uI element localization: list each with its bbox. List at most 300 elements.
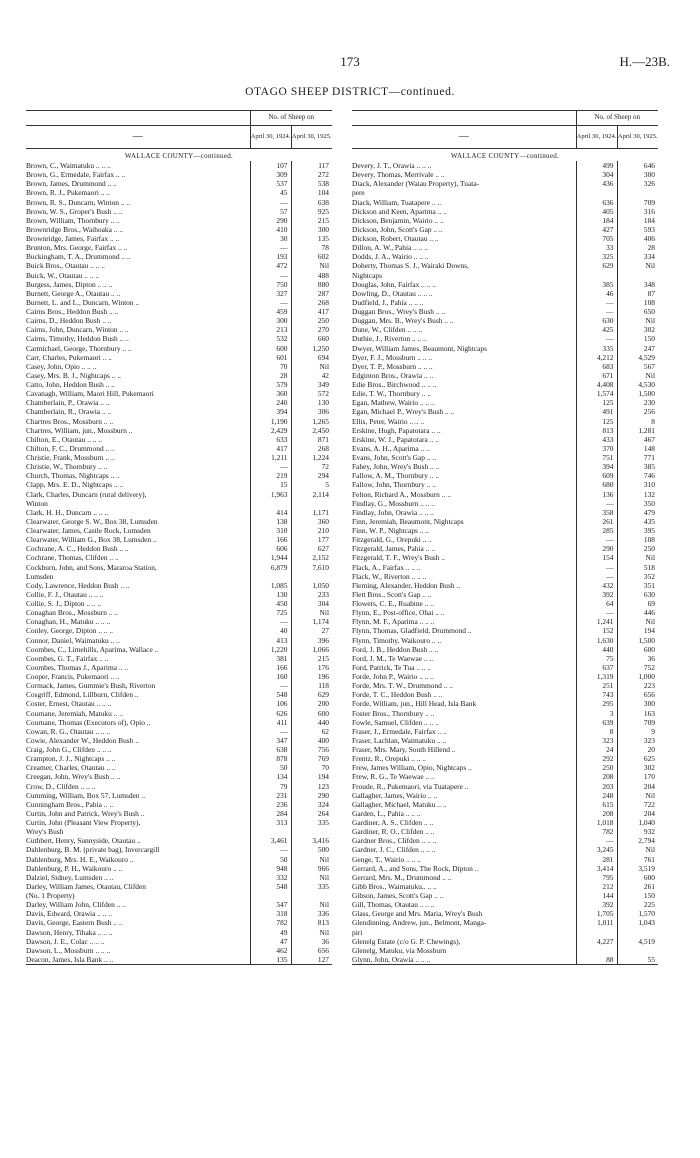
table-row [26,517,332,526]
table-row [26,161,332,170]
owner-name: Fleming, Alexander, Heddon Bush .. [352,580,461,590]
sheep-1924: 436 [576,179,617,188]
sheep-1925: 230 [617,398,658,407]
year-1924-header: April 30, 1924. [250,126,291,149]
owner-name: Cunningham Bros., Pahia .. .. [26,799,114,809]
sheep-1925: 2,152 [291,553,332,562]
sheep-1924: 106 [250,699,291,708]
table-row [26,727,332,736]
sheep-1925 [291,827,332,836]
sheep-1924: 636 [576,198,617,207]
sheep-1925: 406 [617,234,658,243]
table-row [352,918,658,927]
owner-name: Curtin, John (Pleasant View Property), [26,818,141,827]
owner-name: Cowie, Alexander W., Heddon Bush .. [26,735,139,745]
owner-name: Dwyer, William James, Beaumont, Nightcaps [352,343,487,353]
owner-name: Dahlenburg, B. M. (private bag), Invercargill [26,845,160,855]
owner-name: Dickson and Keen, Aparima .. .. [352,206,447,216]
owner-name: Dickson, John, Scott's Gap .. .. [352,224,443,234]
sheep-1925: 3,416 [291,836,332,845]
table-row [26,243,332,252]
sheep-1924: 248 [576,791,617,800]
owner-name: Duthie, J., Riverton .. .. .. [352,334,427,344]
sheep-1925: 627 [291,544,332,553]
table-row [352,690,658,699]
sheep-1925: 27 [291,626,332,635]
sheep-1925: 348 [617,280,658,289]
table-row [26,234,332,243]
table-row [352,873,658,882]
sheep-count-header: No. of Sheep on [576,111,658,126]
sheep-1925: 69 [617,599,658,608]
owner-name: Fitzgerald, T. F., Wrey's Bush .. [352,553,446,563]
sheep-1925: Nil [617,371,658,380]
owner-name: Fitzgerald, James, Pahia .. .. [352,544,435,554]
owner-name: Fraser, Lachlan, Waimatuku .. .. [352,735,447,745]
table-row [352,307,658,316]
owner-name: Conley, George, Dipton .. .. .. [26,626,114,636]
owner-name: Edie Bros., Birchwood .. .. .. [352,380,437,389]
sheep-1924: 427 [576,225,617,234]
sheep-1925: 1,040 [617,818,658,827]
owner-name: Findlay, G., Mossburn .. .. .. [352,498,435,508]
sheep-1924: — [250,617,291,626]
sheep-1925: 2,794 [617,836,658,845]
owner-name: Garden, L., Pahia .. .. .. [352,808,421,818]
sheep-1924: 212 [576,882,617,891]
sheep-1924: 332 [250,873,291,882]
sheep-1925: 300 [617,699,658,708]
sheep-1925: 572 [291,389,332,398]
table-row [352,663,658,672]
owner-name: Froude, R., Pukemaori, via Tuatapere .. [352,781,469,791]
table-row [26,188,332,197]
sheep-1925: 132 [617,490,658,499]
table-row [26,937,332,946]
sheep-1925: 396 [291,636,332,645]
sheep-table-left [26,110,332,965]
sheep-1924: 1,963 [250,490,291,499]
sheep-1925: 118 [291,681,332,690]
sheep-1925: 215 [291,654,332,663]
sheep-1925 [617,946,658,955]
owner-name: Darley, William John, Clifden .. .. [26,900,126,910]
sheep-1925: 150 [617,891,658,900]
sheep-1924: 1,220 [250,645,291,654]
table-row [26,645,332,654]
owner-name: Chamberlain, P., Orawia .. .. [26,398,110,408]
sheep-1924: 49 [250,928,291,937]
owner-name: Cumming, William, Box 57, Lumsden .. [26,790,146,800]
sheep-1925: 638 [291,198,332,207]
table-row [352,417,658,426]
table-row [26,499,332,508]
table-row [352,736,658,745]
sheep-1925: Nil [291,261,332,270]
sheep-1925: Nil [617,261,658,270]
owner-name: Cournane, Jeremiah, Matuku .. .. [26,708,123,718]
sheep-1925: 72 [291,462,332,471]
sheep-1924: 491 [576,407,617,416]
sheep-1925: 150 [617,334,658,343]
table-row [26,736,332,745]
owner-name: Davis, George, Eastern Bush .. .. [26,918,123,928]
owner-name: Genge, T., Wairio .. .. .. [352,854,421,864]
table-row [352,818,658,827]
table-row [352,389,658,398]
sheep-1925 [617,928,658,937]
sheep-1924: 24 [576,745,617,754]
sheep-1925: 302 [617,763,658,772]
sheep-1925: Nil [291,900,332,909]
owner-name: Gerrard, A., and Sons, The Rock, Dipton .. [352,863,479,873]
owner-name: Chartres, William, jun., Mossburn .. [26,425,133,435]
sheep-1925: Nil [617,791,658,800]
sheep-1925: 752 [617,663,658,672]
sheep-1925: 233 [291,590,332,599]
owner-name: Gardner Bros., Clifden .. .. .. [352,836,437,846]
sheep-1925: 36 [617,654,658,663]
sheep-1925: 335 [291,882,332,891]
table-row [26,371,332,380]
sheep-1925: 215 [291,216,332,225]
sheep-1924: 4,408 [576,380,617,389]
table-row [26,836,332,845]
sheep-1925: 135 [291,234,332,243]
table-row [352,864,658,873]
table-row [26,435,332,444]
sheep-1924: 46 [576,289,617,298]
sheep-1924: — [250,198,291,207]
owner-name: (No. 1 Property) [26,891,75,900]
sheep-1924: 290 [576,544,617,553]
table-row [352,444,658,453]
owner-name: Brown, G., Ermedale, Fairfax .. .. [26,170,126,180]
table-row [352,316,658,325]
table-row [26,709,332,718]
sheep-1924: 638 [250,745,291,754]
owner-name: Fraser, Mrs. Mary, South Hillend .. [352,745,456,754]
table-row [352,353,658,362]
table-row [352,535,658,544]
sheep-1924: 405 [576,207,617,216]
sheep-1925: 194 [291,772,332,781]
sheep-1924: 743 [576,690,617,699]
table-body-right [352,149,658,965]
owner-name: Chamberlain, R., Orawia .. .. [26,407,112,417]
owner-name: Clark, Charles, Duncarn (rural delivery), [26,489,147,499]
owner-name: piri [352,927,363,937]
owner-name: Conaghan, H., Matuku .. .. .. [26,617,111,627]
owner-name: Cuthbert, Henry, Sunnyside, Otautau .. [26,836,141,846]
sheep-1924: 3,414 [576,864,617,873]
sheep-1925: 4,530 [617,380,658,389]
sheep-1924: 47 [250,937,291,946]
table-row [352,225,658,234]
table-row [26,946,332,955]
owner-name: Frew, R. G., Te Waewae .. .. [352,772,435,782]
sheep-1924: 683 [576,362,617,371]
name-header-top [26,111,250,126]
sheep-1925: 55 [617,955,658,965]
table-row [26,417,332,426]
table-row [352,526,658,535]
sheep-1924: 3,245 [576,845,617,854]
sheep-1924: 236 [250,800,291,809]
sheep-1924: 600 [250,344,291,353]
owner-name: Fallow, John, Thornbury .. .. [352,480,436,490]
owner-name: Felton, Richard A., Mossburn .. .. [352,489,451,499]
sheep-1925: 600 [617,873,658,882]
table-row [352,645,658,654]
owner-name: Deacon, James, Isla Bank .. .. [26,955,250,965]
table-row [352,517,658,526]
sheep-1924: 626 [250,709,291,718]
sheep-1924: 284 [250,809,291,818]
sheep-1925: 400 [291,736,332,745]
owner-name: Casey, John, Opio .. .. .. [26,361,97,371]
sheep-1925: 28 [617,243,658,252]
owner-name: Dune, W., Clifden .. .. .. [352,325,423,335]
owner-name: Flynn, Thomas, Gladfield, Drummond .. [352,626,472,636]
sheep-1924: — [576,563,617,572]
table-row [26,763,332,772]
sheep-1924: — [250,681,291,690]
table-row [26,526,332,535]
owner-name: Cairns, Timothy, Heddon Bush .. .. [26,334,129,344]
table-row [26,316,332,325]
sheep-1925: 108 [617,535,658,544]
sheep-1925: 4,519 [617,937,658,946]
table-row [26,453,332,462]
table-row [352,508,658,517]
sheep-1925: 225 [617,900,658,909]
sheep-1924: 782 [576,827,617,836]
table-row [26,490,332,499]
owner-name: Cosgriff, Edmond, Lillburn, Clifden .. [26,690,139,700]
table-row [26,718,332,727]
owner-name: Coster, Ernest, Otautau .. .. .. [26,699,112,709]
sheep-1925: 78 [291,243,332,252]
owner-name: Gardiner, R. O., Clifden .. .. [352,827,435,837]
sheep-1925: 335 [291,818,332,827]
sheep-1925: 170 [617,772,658,781]
sheep-1924: 136 [576,490,617,499]
table-row [26,198,332,207]
owner-name: Cochrane, A. C., Heddon Bush .. .. [26,544,129,554]
owner-name: Church, Thomas, Nightcaps .. .. [26,471,120,481]
owner-name: Glynn, John, Orawia .. .. .. [352,955,576,965]
table-row [26,225,332,234]
sheep-1925: 1,174 [291,617,332,626]
table-row [352,654,658,663]
sheep-1925: 177 [291,535,332,544]
sheep-1925: 148 [617,444,658,453]
sheep-1924: 219 [250,471,291,480]
owner-name: Fahey, John, Wrey's Bush .. .. [352,462,440,472]
sheep-1925: 694 [291,353,332,362]
sheep-1925: 204 [617,809,658,818]
owner-name: Frew, James William, Opio, Nightcaps .. [352,763,472,773]
sheep-1924: 417 [250,444,291,453]
sheep-1925: 300 [291,225,332,234]
right-column [352,110,658,965]
sheep-1924: — [576,307,617,316]
owner-name: Brunton, Mrs. George, Fairfax .. .. [26,243,128,253]
owner-name: Clearwater, William G., Box 38, Lumsden .. [26,535,157,545]
year-1925-header: April 30, 1925. [617,126,658,149]
table-row [26,280,332,289]
sheep-1924: 30 [250,234,291,243]
table-row [26,672,332,681]
sheep-1924: 606 [250,544,291,553]
owner-name: Diack, William, Tuatapere .. .. [352,197,442,207]
table-row [26,471,332,480]
sheep-1924 [250,499,291,508]
table-row [352,617,658,626]
sheep-1924: 50 [250,763,291,772]
table-row [352,581,658,590]
table-row [26,617,332,626]
table-row [26,663,332,672]
sheep-1925: 304 [291,599,332,608]
table-row [352,280,658,289]
sheep-1925: Nil [617,316,658,325]
table-row [26,444,332,453]
table-row [352,380,658,389]
owner-name: Duggan Bros., Wrey's Bush .. .. [352,307,446,316]
table-row [26,882,332,891]
sheep-1924: 370 [576,444,617,453]
sheep-1924: 240 [250,398,291,407]
name-header-top [352,111,576,126]
sheep-1924: — [250,727,291,736]
sheep-1924 [250,827,291,836]
sheep-1924: — [576,334,617,343]
sheep-1924: 433 [576,435,617,444]
sheep-1924: 231 [250,791,291,800]
owner-name: Darley, William James, Otautau, Clifden [26,881,146,891]
table-row [352,261,658,270]
owner-name: Gardner, J. C., Clifden .. .. .. [352,845,436,855]
table-row [26,699,332,708]
owner-name: Dahlenburg, Mrs. H. E., Waikouro .. [26,854,134,864]
sheep-1924: 499 [576,161,617,170]
sheep-1925: 334 [617,252,658,261]
sheep-1924: 281 [576,855,617,864]
sheep-1925: 36 [291,937,332,946]
owner-name: Brown, James, Drummond .. .. [26,179,117,189]
owner-name: Brown, C., Waimatuku .. .. .. [26,161,111,170]
sheep-1924: 184 [576,216,617,225]
owner-name: Brown, W. S., Groper's Bush .. .. [26,206,123,216]
table-row [352,334,658,343]
sheep-1924: 138 [250,517,291,526]
sheep-1924: 327 [250,289,291,298]
sheep-1925: 722 [617,800,658,809]
sheep-1924: 410 [250,225,291,234]
sheep-1924: 304 [576,170,617,179]
year-1924-header: April 30, 1924. [576,126,617,149]
sheep-1924: 1,011 [576,918,617,927]
sheep-1925: 467 [617,435,658,444]
year-1925-header: April 30, 1925. [291,126,332,149]
sheep-1925: 630 [617,590,658,599]
table-row [26,380,332,389]
sheep-1925: 479 [617,508,658,517]
sheep-1925: 629 [291,690,332,699]
sheep-1924: 4,212 [576,353,617,362]
sheep-1924: 462 [250,946,291,955]
document-reference: H.—23B. [619,54,670,69]
sheep-1924: 394 [576,462,617,471]
sheep-1924: 782 [250,918,291,927]
owner-name: Cody, Lawrence, Heddon Bush .. .. [26,580,130,590]
owner-name: Clearwater, George S. W., Box 38, Lumsden [26,516,158,526]
sheep-1924: 537 [250,179,291,188]
table-row [26,572,332,581]
owner-name: Flett Bros., Scott's Gap .. .. [352,589,432,599]
table-row [352,471,658,480]
table-row [26,353,332,362]
sheep-1924: 325 [576,252,617,261]
owner-name: Ford, J. M., Te Waewae .. .. [352,653,434,663]
table-row [352,882,658,891]
table-row [352,836,658,845]
sheep-1924: 154 [576,553,617,562]
table-row [26,608,332,617]
sheep-1924: 548 [250,882,291,891]
owner-name: pere [352,188,365,198]
sheep-1925: 656 [291,946,332,955]
table-row [352,544,658,553]
owner-name: Chilton, F. C., Drummond .. .. [26,443,115,453]
sheep-1924: 1,944 [250,553,291,562]
sheep-1924 [250,891,291,900]
owner-name: Clapp, Mrs. E. D., Nightcaps .. .. [26,480,124,490]
owner-name: Gibb Bros., Waimatuku.. .. .. [352,881,437,891]
table-row [352,900,658,909]
sheep-1924: 609 [576,471,617,480]
sheep-1925: 600 [291,709,332,718]
table-row [352,599,658,608]
sheep-1924: 680 [576,480,617,489]
sheep-1925: 42 [291,371,332,380]
table-row [26,864,332,873]
table-row [26,462,332,471]
sheep-1924: 6,879 [250,563,291,572]
sheep-1925: 932 [617,827,658,836]
county-heading: WALLACE COUNTY—continued. [450,151,560,160]
sheep-1925: 769 [291,754,332,763]
table-row [352,955,658,965]
owner-name: Clark, H. H., Duncarn .. .. .. [26,507,109,517]
table-row [352,179,658,188]
sheep-1924 [576,271,617,280]
owner-name: Glass, George and Mrs. Maria, Wrey's Bush [352,909,483,919]
owner-name: Cowan, R. G., Otautau .. .. .. [26,726,111,736]
owner-name: Devery, J. T., Orawia .. .. .. [352,161,432,170]
table-row [352,453,658,462]
owner-name: Collie, F. J., Otautau .. .. .. [26,589,104,599]
owner-name: Crow, D., Clifden .. .. .. [26,781,96,791]
owner-name: Dawson, J. E., Colac .. .. .. [26,936,105,946]
sheep-1924: 3,461 [250,836,291,845]
sheep-1925: 360 [291,517,332,526]
owner-name: Burnett, L. and L., Duncarn, Winton .. [26,297,140,307]
sheep-1925: 294 [291,471,332,480]
sheep-1924: 795 [576,873,617,882]
